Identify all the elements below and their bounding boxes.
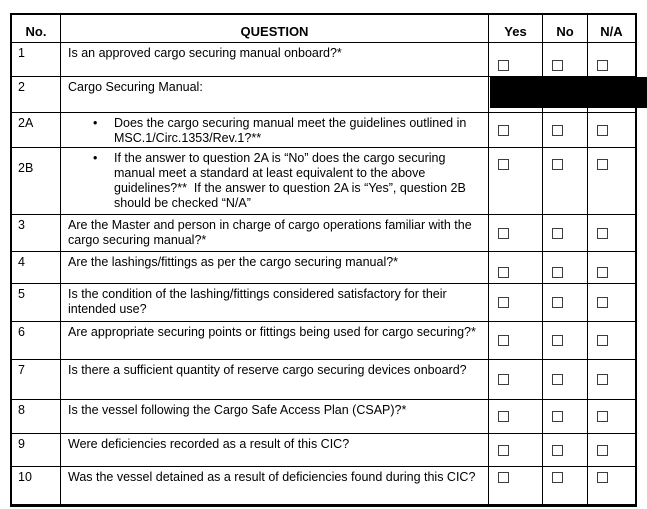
row-number: 6 [12, 322, 61, 359]
yes-checkbox[interactable] [498, 335, 509, 346]
yes-checkbox[interactable] [498, 267, 509, 278]
question-text: Are the Master and person in charge of cargo operations familiar with the cargo securing manual?* [68, 218, 476, 247]
yes-checkbox[interactable] [498, 445, 509, 456]
no-answer-cell [543, 434, 588, 466]
header-row [12, 15, 635, 43]
row-number: 10 [12, 467, 61, 504]
header-no: No. [12, 15, 61, 42]
no-checkbox[interactable] [552, 411, 563, 422]
table-row-2b [12, 148, 635, 215]
question-cell [61, 252, 489, 283]
na-checkbox[interactable] [597, 472, 608, 483]
table-row-2a [12, 113, 635, 148]
yes-answer-cell [489, 148, 543, 214]
no-checkbox[interactable] [552, 374, 563, 385]
row-number: 3 [12, 215, 61, 251]
bullet-icon: • [93, 116, 98, 130]
question-cell [61, 360, 489, 399]
row-number: 2A [12, 113, 61, 147]
no-answer-cell [543, 148, 588, 214]
yes-answer-cell [489, 215, 543, 251]
na-checkbox[interactable] [597, 335, 608, 346]
question-cell [61, 400, 489, 433]
question-cell [61, 467, 489, 504]
no-answer-cell [543, 284, 588, 321]
header-yes: Yes [489, 15, 543, 42]
question-cell [61, 43, 489, 76]
bullet-icon: • [93, 151, 98, 165]
table-row-8 [12, 400, 635, 434]
na-answer-cell [588, 467, 635, 504]
row-number: 2 [12, 77, 61, 112]
table-row-10 [12, 467, 635, 505]
no-answer-cell [543, 467, 588, 504]
question-text: Cargo Securing Manual: [68, 80, 203, 94]
header-no-col: No [543, 15, 588, 42]
na-answer-cell [588, 360, 635, 399]
na-answer-cell [588, 148, 635, 214]
na-checkbox[interactable] [597, 228, 608, 239]
na-checkbox[interactable] [597, 159, 608, 170]
question-cell [61, 434, 489, 466]
no-checkbox[interactable] [552, 267, 563, 278]
na-checkbox[interactable] [597, 445, 608, 456]
yes-checkbox[interactable] [498, 228, 509, 239]
table-row-3 [12, 215, 635, 252]
yes-answer-cell [489, 400, 543, 433]
yes-answer-cell [489, 284, 543, 321]
no-checkbox[interactable] [552, 159, 563, 170]
question-text: Does the cargo securing manual meet the guidelines outlined in MSC.1/Circ.1353/Rev.1?** [114, 116, 470, 145]
yes-answer-cell [489, 43, 543, 76]
no-checkbox[interactable] [552, 335, 563, 346]
table-row-7 [12, 360, 635, 400]
na-answer-cell [588, 434, 635, 466]
row-number: 8 [12, 400, 61, 433]
question-text: Is the condition of the lashing/fittings considered satisfactory for their intended use? [68, 287, 451, 316]
na-checkbox[interactable] [597, 267, 608, 278]
no-checkbox[interactable] [552, 60, 563, 71]
na-answer-cell [588, 113, 635, 147]
yes-answer-cell [489, 360, 543, 399]
na-answer-cell [588, 322, 635, 359]
yes-answer-cell [489, 113, 543, 147]
row-number: 5 [12, 284, 61, 321]
header-question: QUESTION [61, 15, 489, 42]
yes-answer-cell [489, 252, 543, 283]
na-answer-cell [588, 400, 635, 433]
yes-checkbox[interactable] [498, 125, 509, 136]
na-checkbox[interactable] [597, 125, 608, 136]
na-answer-cell [588, 215, 635, 251]
row-number: 9 [12, 434, 61, 466]
na-answer-cell [588, 43, 635, 76]
no-answer-cell [543, 215, 588, 251]
na-checkbox[interactable] [597, 60, 608, 71]
yes-checkbox[interactable] [498, 159, 509, 170]
yes-answer-cell [489, 467, 543, 504]
redaction-black-fill [490, 77, 647, 108]
row-number: 7 [12, 360, 61, 399]
no-answer-cell [543, 43, 588, 76]
no-answer-cell [543, 322, 588, 359]
table-row-9 [12, 434, 635, 467]
no-checkbox[interactable] [552, 472, 563, 483]
no-answer-cell [543, 252, 588, 283]
na-checkbox[interactable] [597, 297, 608, 308]
na-checkbox[interactable] [597, 374, 608, 385]
na-answer-cell [588, 252, 635, 283]
yes-answer-cell [489, 322, 543, 359]
question-cell [61, 77, 489, 112]
table-row-1 [12, 43, 635, 77]
no-checkbox[interactable] [552, 297, 563, 308]
no-checkbox[interactable] [552, 228, 563, 239]
question-cell [61, 113, 489, 147]
row-number: 4 [12, 252, 61, 283]
question-cell [61, 322, 489, 359]
no-answer-cell [543, 113, 588, 147]
yes-answer-cell [489, 434, 543, 466]
no-answer-cell [543, 400, 588, 433]
na-answer-cell [588, 284, 635, 321]
no-answer-cell [543, 360, 588, 399]
header-na: N/A [600, 24, 623, 39]
yes-checkbox[interactable] [498, 374, 509, 385]
question-text: Is the vessel following the Cargo Safe Access Plan (CSAP)?* [68, 403, 407, 417]
table-row-5 [12, 284, 635, 322]
row-number: 1 [12, 43, 61, 76]
table-row-4 [12, 252, 635, 284]
no-checkbox[interactable] [552, 445, 563, 456]
table-row-6 [12, 322, 635, 360]
checklist-table [10, 13, 637, 507]
question-text: Is an approved cargo securing manual onboard?* [68, 46, 342, 60]
row-number: 2B [12, 148, 61, 214]
question-text: Are appropriate securing points or fittings being used for cargo securing?* [68, 325, 476, 339]
question-cell [61, 148, 489, 214]
question-text: Are the lashings/fittings as per the cargo securing manual?* [68, 255, 399, 269]
question-text: If the answer to question 2A is “No” does the cargo securing manual meet a standard at least equivalent to the above guidelines?** If the answer to question 2A is “Yes”, question 2B should be checked “N/A” [114, 151, 470, 210]
question-text: Is there a sufficient quantity of reserve cargo securing devices onboard? [68, 363, 467, 377]
yes-checkbox[interactable] [498, 297, 509, 308]
na-checkbox[interactable] [597, 411, 608, 422]
question-cell [61, 215, 489, 251]
yes-checkbox[interactable] [498, 472, 509, 483]
yes-checkbox[interactable] [498, 411, 509, 422]
question-cell [61, 284, 489, 321]
question-text: Was the vessel detained as a result of deficiencies found during this CIC? [68, 470, 476, 484]
yes-checkbox[interactable] [498, 60, 509, 71]
question-text: Were deficiencies recorded as a result of this CIC? [68, 437, 350, 451]
no-checkbox[interactable] [552, 125, 563, 136]
